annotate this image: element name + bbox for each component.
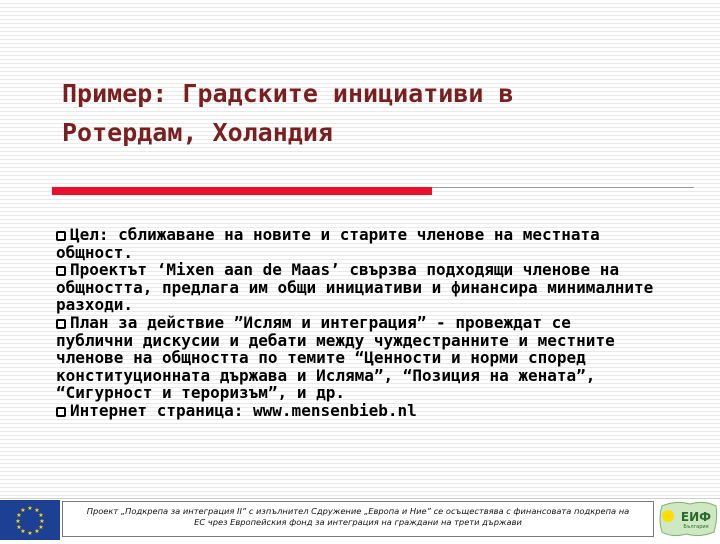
- bullet-item: [56, 314, 656, 402]
- footer-disclaimer: [62, 501, 654, 537]
- square-bullet-icon: [56, 266, 66, 276]
- svg-text:★: ★: [20, 507, 26, 514]
- square-bullet-icon: [56, 231, 66, 241]
- slide-title: Пример: Градските инициативи в Ротердам, Холандия: [62, 79, 514, 147]
- svg-text:★: ★: [20, 528, 26, 535]
- svg-text:★: ★: [34, 528, 40, 535]
- bullet-item: [56, 402, 656, 420]
- bullet-text: Цел: сближаване на новите и старите членове на местната общност.: [56, 225, 600, 262]
- svg-text:★: ★: [38, 524, 44, 531]
- bullet-text: План за действие ”Ислям и интеграция” - провеждат се публични дискусии и дебати между чуждестранните и местните членове на общността по темите “Ценности и норми според конституционната държава и Исляма”, “Позиция на жената”, “Сигурност и тероризъм”, и др.: [56, 312, 615, 403]
- eu-flag-icon: [0, 500, 60, 540]
- title-underline-thin: [432, 187, 694, 188]
- svg-text:★: ★: [34, 507, 40, 514]
- square-bullet-icon: [56, 407, 66, 417]
- bullet-item: [56, 261, 656, 314]
- svg-text:★: ★: [39, 518, 45, 525]
- footer-line-2: ЕС чрез Европейския фонд за интеграция на граждани на трети държави: [194, 517, 522, 527]
- svg-text:★: ★: [38, 512, 44, 519]
- title-underline-accent: [52, 187, 432, 195]
- square-bullet-icon: [56, 319, 66, 329]
- svg-text:★: ★: [16, 524, 22, 531]
- footer-line-1: Проект „Подкрепа за интеграция II” с изпълнител Сдружение „Европа и Ние” се осъществява с финансовата подкрепа на: [86, 506, 630, 516]
- svg-text:★: ★: [15, 518, 21, 525]
- svg-text:★: ★: [16, 512, 22, 519]
- bullet-item: [56, 226, 656, 261]
- svg-text:★: ★: [27, 530, 33, 537]
- svg-text:★: ★: [27, 505, 33, 512]
- bullet-text: Проектът ‘Mixen aan de Maas’ свързва подходящи членове на общността, предлага им общи инициативи и финансира минималните разходи.: [56, 260, 654, 315]
- bullet-text: Интернет страница: www.mensenbieb.nl: [70, 400, 417, 420]
- bullet-list: [56, 226, 656, 420]
- eif-logo-text: ЕИФ България: [680, 510, 712, 530]
